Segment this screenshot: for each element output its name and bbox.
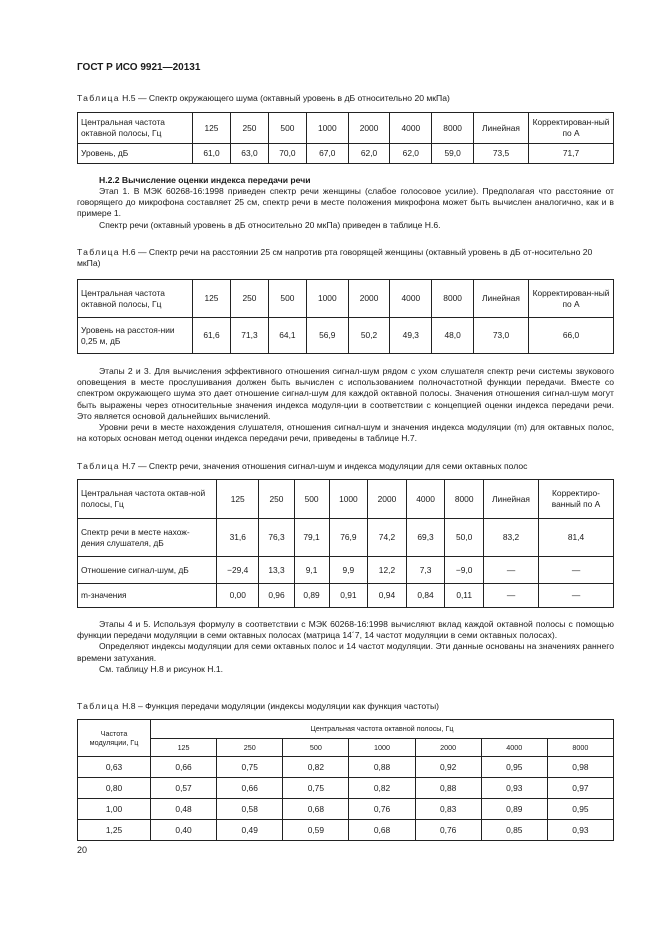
value-cell: 70,0 [268, 144, 306, 164]
freq-cell: 125 [217, 480, 259, 519]
mod-cell: 1,25 [78, 820, 151, 841]
linear-header: Линейная [474, 113, 529, 144]
value-cell: 7,3 [406, 557, 445, 584]
table-h7-caption [77, 461, 527, 472]
value-cell: 0,68 [283, 799, 349, 820]
freq-cell: 8000 [432, 280, 474, 318]
row-label: Уровень, дБ [78, 144, 193, 164]
table-h8 [77, 719, 614, 841]
freq-cell: 4000 [481, 739, 547, 757]
value-cell: 0,85 [481, 820, 547, 841]
corrected-header: Корректирован-ный по А [529, 113, 614, 144]
linear-cell: 83,2 [484, 519, 539, 557]
row-label: m-значения [78, 584, 217, 608]
value-cell: 0,93 [481, 778, 547, 799]
linear-cell: 73,0 [474, 318, 529, 354]
freq-cell: 2000 [368, 480, 407, 519]
caption-label: Таблица [77, 93, 120, 103]
corrected-cell: 66,0 [529, 318, 614, 354]
freq-cell: 2000 [415, 739, 481, 757]
freq-cell: 1000 [306, 113, 348, 144]
value-cell: 48,0 [432, 318, 474, 354]
mod-cell: 0,80 [78, 778, 151, 799]
value-cell: 0,95 [481, 757, 547, 778]
row-header: Частота модуляции, Гц [78, 720, 151, 757]
corrected-header: Корректирован-ный по А [529, 280, 614, 318]
value-cell: 79,1 [294, 519, 329, 557]
value-cell: 0,82 [283, 757, 349, 778]
col-header: Центральная частота октав-ной полосы, Гц [78, 480, 217, 519]
value-cell: 64,1 [268, 318, 306, 354]
freq-cell: 8000 [445, 480, 484, 519]
caption-text: Н.8 – Функция передачи модуляции (индексы модуляции как функция частоты) [119, 701, 439, 711]
freq-cell: 8000 [547, 739, 613, 757]
paragraph: Этапы 4 и 5. Используя формулу в соответствии с МЭК 60268-16:1998 вычисляют вклад каждой октавной полосы с помощью функции передачи модуляции в семи октавных полосах (матрица 14´7, 14 частот модуляции в семи октавных полосах). [77, 619, 614, 641]
freq-cell: 125 [193, 113, 231, 144]
freq-cell: 500 [268, 113, 306, 144]
value-cell: 0,59 [283, 820, 349, 841]
caption-text: Н.6 — Спектр речи на расстоянии 25 см напротив рта говорящей женщины (октавный уровень в дБ от-носительно 20 мкПа) [77, 247, 593, 269]
linear-cell: — [484, 557, 539, 584]
value-cell: 0,76 [415, 820, 481, 841]
value-cell: 0,11 [445, 584, 484, 608]
table-h6-caption [77, 247, 614, 269]
paragraph: Этапы 2 и 3. Для вычисления эффективного отношения сигнал-шум рядом с ухом слушателя спектр речи системы звукового оповещения в месте прослушивания должен быть вычислен с использованием полночастотной функции передачи. Вместе со спектром окружающего шума это дает отношение сигнал-шум для каждой октавной полосы. Значения отношения сигнал-шум могут быть выражены через относительные значения индекса модуля-ции в соответствии с концепцией оценки индекса передачи речи. Это является основой дальнейших вычислений. [77, 366, 614, 421]
value-cell: 62,0 [390, 144, 432, 164]
corrected-header: Корректиро-ванный по А [539, 480, 614, 519]
linear-header: Линейная [484, 480, 539, 519]
freq-cell: 1000 [349, 739, 415, 757]
freq-cell: 250 [230, 280, 268, 318]
value-cell: 0,75 [217, 757, 283, 778]
mod-cell: 0,63 [78, 757, 151, 778]
value-cell: 0,89 [294, 584, 329, 608]
caption-label: Таблица [77, 247, 120, 257]
corrected-cell: — [539, 584, 614, 608]
caption-text: Н.5 — Спектр окружающего шума (октавный уровень в дБ относительно 20 мкПа) [119, 93, 450, 103]
table-h6 [77, 279, 614, 354]
value-cell: 0,76 [349, 799, 415, 820]
value-cell: 0,66 [151, 757, 217, 778]
freq-cell: 250 [217, 739, 283, 757]
body-text-3 [77, 619, 614, 675]
corrected-cell: 71,7 [529, 144, 614, 164]
corrected-cell: — [539, 557, 614, 584]
freq-cell: 1000 [329, 480, 368, 519]
page-number: 20 [77, 845, 88, 855]
value-cell: 0,89 [481, 799, 547, 820]
table-h5 [77, 112, 614, 164]
body-text-2 [77, 366, 614, 444]
col-header: Центральная частота октавной полосы, Гц [78, 280, 193, 318]
value-cell: 0,88 [415, 778, 481, 799]
freq-cell: 1000 [306, 280, 348, 318]
value-cell: 50,2 [348, 318, 390, 354]
value-cell: 31,6 [217, 519, 259, 557]
linear-header: Линейная [474, 280, 529, 318]
caption-text: Н.7 — Спектр речи, значения отношения сигнал-шум и индекса модуляции для семи октавных полос [119, 461, 528, 471]
value-cell: 61,0 [193, 144, 231, 164]
table-h7 [77, 479, 614, 608]
value-cell: 62,0 [348, 144, 390, 164]
freq-cell: 125 [193, 280, 231, 318]
mod-cell: 1,00 [78, 799, 151, 820]
value-cell: 0,57 [151, 778, 217, 799]
freq-cell: 4000 [390, 113, 432, 144]
freq-cell: 4000 [406, 480, 445, 519]
corrected-cell: 81,4 [539, 519, 614, 557]
value-cell: 71,3 [230, 318, 268, 354]
value-cell: 9,1 [294, 557, 329, 584]
paragraph: Уровни речи в месте нахождения слушателя, отношения сигнал-шум и значения индекса модуляции (m) для октавных полос, на которых основан метод оценки индекса передачи речи, приведены в таблице Н.7. [77, 421, 614, 444]
paragraph: См. таблицу Н.8 и рисунок Н.1. [99, 663, 224, 674]
value-cell: 63,0 [230, 144, 268, 164]
value-cell: 0,82 [349, 778, 415, 799]
body-text-1 [77, 186, 614, 231]
value-cell: 0,91 [329, 584, 368, 608]
value-cell: 76,3 [259, 519, 294, 557]
value-cell: 0,75 [283, 778, 349, 799]
paragraph: Определяют индексы модуляции для семи октавных полос и 14 частот модуляции. Эти данные основаны на значениях раннего времени затухания. [77, 641, 614, 663]
value-cell: 0,84 [406, 584, 445, 608]
value-cell: 9,9 [329, 557, 368, 584]
value-cell: 49,3 [390, 318, 432, 354]
paragraph: Этап 1. В МЭК 60268-16:1998 приведен спектр речи женщины (слабое голосовое усилие). Предполагая что расстояние от говорящего до микрофона составляет 25 см, спектр речи в месте положения микрофона может быть вычислен аналогично, как и в примере 1. [77, 186, 614, 219]
value-cell: 0,88 [349, 757, 415, 778]
value-cell: 0,98 [547, 757, 613, 778]
freq-cell: 500 [268, 280, 306, 318]
value-cell: 0,96 [259, 584, 294, 608]
value-cell: 0,93 [547, 820, 613, 841]
value-cell: 0,66 [217, 778, 283, 799]
value-cell: 0,97 [547, 778, 613, 799]
table-h5-caption [77, 93, 450, 104]
value-cell: 0,48 [151, 799, 217, 820]
value-cell: 0,58 [217, 799, 283, 820]
freq-cell: 8000 [432, 113, 474, 144]
value-cell: 61,6 [193, 318, 231, 354]
value-cell: −29,4 [217, 557, 259, 584]
value-cell: 76,9 [329, 519, 368, 557]
freq-cell: 125 [151, 739, 217, 757]
paragraph: Спектр речи (октавный уровень в дБ относительно 20 мкПа) приведен в таблице Н.6. [99, 219, 441, 230]
freq-cell: 4000 [390, 280, 432, 318]
caption-label: Таблица [77, 701, 120, 711]
value-cell: −9,0 [445, 557, 484, 584]
value-cell: 0,68 [349, 820, 415, 841]
freq-cell: 250 [230, 113, 268, 144]
freq-cell: 2000 [348, 113, 390, 144]
value-cell: 0,94 [368, 584, 407, 608]
value-cell: 59,0 [432, 144, 474, 164]
table-h8-caption [77, 701, 439, 712]
linear-cell: 73,5 [474, 144, 529, 164]
row-label: Спектр речи в месте нахож-дения слушателя, дБ [78, 519, 217, 557]
group-header: Центральная частота октавной полосы, Гц [151, 720, 614, 739]
linear-cell: — [484, 584, 539, 608]
value-cell: 69,3 [406, 519, 445, 557]
value-cell: 12,2 [368, 557, 407, 584]
freq-cell: 250 [259, 480, 294, 519]
value-cell: 13,3 [259, 557, 294, 584]
value-cell: 50,0 [445, 519, 484, 557]
value-cell: 56,9 [306, 318, 348, 354]
value-cell: 74,2 [368, 519, 407, 557]
value-cell: 0,95 [547, 799, 613, 820]
document-header: ГОСТ Р ИСО 9921—20131 [77, 62, 201, 73]
value-cell: 0,83 [415, 799, 481, 820]
value-cell: 0,00 [217, 584, 259, 608]
section-title: Н.2.2 Вычисление оценки индекса передачи речи [99, 175, 311, 185]
value-cell: 0,40 [151, 820, 217, 841]
col-header: Центральная частота октавной полосы, Гц [78, 113, 193, 144]
row-label: Уровень на расстоя-нии 0,25 м, дБ [78, 318, 193, 354]
caption-label: Таблица [77, 461, 120, 471]
freq-cell: 500 [294, 480, 329, 519]
freq-cell: 500 [283, 739, 349, 757]
value-cell: 0,49 [217, 820, 283, 841]
value-cell: 0,92 [415, 757, 481, 778]
value-cell: 67,0 [306, 144, 348, 164]
row-label: Отношение сигнал-шум, дБ [78, 557, 217, 584]
freq-cell: 2000 [348, 280, 390, 318]
